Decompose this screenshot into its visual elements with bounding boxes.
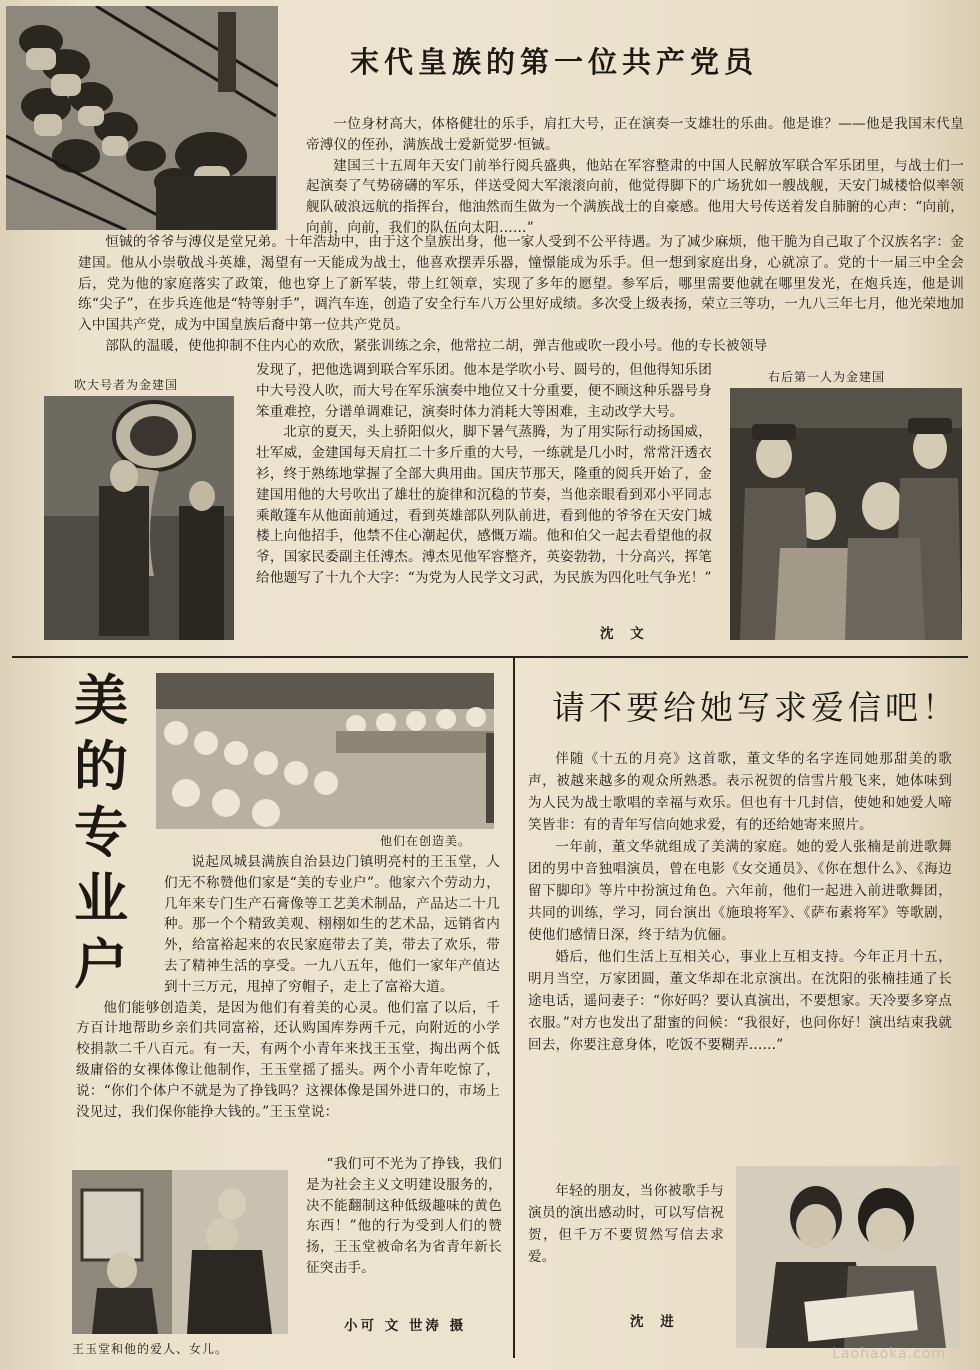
horizontal-rule	[12, 656, 968, 658]
wang-family-photo	[72, 1170, 288, 1334]
paragraph: 恒铖的爷爷与溥仪是堂兄弟。十年浩劫中，由于这个皇族出身，他一家人受到不公平待遇。为了减少麻烦，他干脆为自己取了个汉族名字：金建国。他从小崇敬战斗英雄，渴望有一天能成为战士，他喜欢摆弄乐器，憧憬能成为乐手。但一想到家庭出身，心就凉了。党的十一届三中全会后，党为他的家庭落实了政策，他也穿上了新军装，带上红领章，实现了多年的愿望。参军后，哪里需要他就在哪里发光，在炮兵连，他是训练“尖子”，在步兵连他是“特等射手”，调汽车连，创造了安全行车八万公里好成绩。多次受上级表扬，荣立三等功，一九八三年七月，他光荣地加入中国共产党，成为中国皇族后裔中第一位共产党员。	[78, 234, 964, 334]
article1-wide-text	[78, 232, 964, 357]
caption-family: 右后第一人为金建国	[768, 370, 886, 384]
article3-text	[528, 748, 952, 1056]
caption-tuba-player: 吹大号者为金建国	[74, 378, 179, 392]
article3-byline: 沈 进	[630, 1314, 680, 1330]
singers-photo	[736, 1166, 960, 1348]
article1-title: 末代皇族的第一位共产党员	[350, 45, 759, 79]
paragraph: “我们可不光为了挣钱，我们是为社会主义文明建设服务的，决不能翻制这种低级趣味的黄色东西！”他的行为受到人们的赞扬，王玉堂被命名为省青年新长征突击手。	[306, 1156, 502, 1276]
paragraph: 一位身材高大，体格健壮的乐手，肩扛大号，正在演奏一支雄壮的乐曲。他是谁？——他是我国末代皇帝溥仪的侄孙，满族战士爱新觉罗·恒铖。	[306, 116, 964, 153]
paragraph: 建国三十五周年天安门前举行阅兵盛典，他站在军容整肃的中国人民解放军联合军乐团里，与战士们一起演奏了气势磅礴的军乐，伴送受阅大军滚滚向前，他觉得脚下的广场犹如一艘战舰，天安门城楼恰似率领舰队破浪远航的指挥台，他油然而生做为一个满族战士的自豪感。他用大号传送着发自肺腑的心声：“向前，向前，向前，我们的队伍向太阳……”	[306, 157, 964, 236]
paragraph: 婚后，他们生活上互相关心，事业上互相支持。今年正月十五，明月当空，万家团圆，董文华却在北京演出。在沈阳的张楠挂通了长途电话，遥问妻子：“你好吗？要认真演出，不要想家。天冷要多穿点衣服。”对方也发出了甜蜜的问候：“我很好，也问你好！演出结束我就回去，你要注意身体，吃饭不要糊弄……”	[528, 949, 952, 1053]
paragraph: 年轻的朋友，当你被歌手与演员的演出感动时，可以写信祝贺，但千万不要贸然写信去求爱。	[528, 1183, 724, 1265]
paragraph: 发现了，把他选调到联合军乐团。他本是学吹小号、圆号的，但他得知乐团中大号没人吹，而大号在军乐演奏中地位又十分重要，便不顾这种乐器号身笨重难控，分谱单调难记，演奏时体力消耗大等困难，主动改学大号。	[256, 362, 712, 420]
paragraph: 说起凤城县满族自治县边门镇明亮村的王玉堂，人们无不称赞他们家是“美的专业户”。他家六个劳动力，几年来专门生产石膏像等工艺美术制品，产品达二十几种。那一个个精致美观、栩栩如生的艺术品，远销省内外，给富裕起来的农民家庭带去了美，带去了欢乐，带去了精神生活的享受。一九八五年，他们一家年产值达到十三万元，甩掉了穷帽子，走上了富裕大道。	[164, 854, 500, 995]
caption-wang-family: 王玉堂和他的爱人、女儿。	[72, 1342, 229, 1356]
paragraph: 他们能够创造美，是因为他们有着美的心灵。他们富了以后，千方百计地帮助乡亲们共同富裕，还认购国库券两千元，向附近的小学校捐款二千八百元。有一天，有两个小青年来找王玉堂，掏出两个低级庸俗的女裸体像让他制作，王玉堂摇了摇头。两个小青年吃惊了，说：“你们个体户不就是为了挣钱吗？这裸体像是国外进口的，市场上没见过，我们保你能挣大钱的。”王玉堂说：	[76, 999, 500, 1120]
plaster-statues-photo	[156, 673, 494, 829]
paragraph: 一年前，董文华就组成了美满的家庭。她的爱人张楠是前进歌舞团的男中音独唱演员，曾在电影《女交通员》、《你在想什么》、《海边留下脚印》等片中扮演过角色。六年前，他们一起进入前进歌舞团，共同的训练，学习，同台演出《施琅将军》、《萨布素将军》等歌剧，使他们感情日深，终于结为伉俪。	[528, 839, 952, 943]
caption-creating-beauty: 他们在创造美。	[380, 834, 472, 848]
article2-title: 美的专业户	[74, 669, 128, 996]
family-group-photo	[730, 388, 962, 640]
parade-soldiers-photo	[6, 6, 278, 230]
watermark: Laohaoka.com	[832, 1346, 946, 1362]
article3-column	[528, 1180, 724, 1268]
paragraph: 伴随《十五的月亮》这首歌，董文华的名字连同她那甜美的歌声，被越来越多的观众所熟悉。表示祝贺的信雪片般飞来，她体味到为人民为战士歌唱的幸福与欢乐。但也有十几封信，使她和她爱人啼笑皆非：有的青年写信向她求爱，有的还给她寄来照片。	[528, 751, 952, 833]
tuba-player-photo	[44, 396, 234, 640]
article3-title: 请不要给她写求爱信吧！	[552, 688, 959, 727]
article2-text	[76, 852, 500, 1122]
article1-column	[256, 360, 712, 589]
article2-column	[306, 1154, 502, 1279]
paragraph: 部队的温暖，使他抑制不住内心的欢欣，紧张训练之余，他常拉二胡，弹吉他或吹一段小号。他的专长被领导	[105, 337, 768, 354]
article1-byline: 沈 文	[600, 626, 650, 642]
paragraph: 北京的夏天，头上骄阳似火，脚下暑气蒸腾，为了用实际行动扬国威，壮军威，金建国每天肩扛二十多斤重的大号，一练就是几小时，常常汗透衣衫，终于熟练地掌握了全部大典用曲。国庆节那天，隆重的阅兵开始了，金建国用他的大号吹出了雄壮的旋律和沉稳的节奏，当他亲眼看到邓小平同志乘敞篷车从他面前通过，看到英雄部队列队前进，看到他的爷爷在天安门城楼上向他招手，他禁不住心潮起伏，感慨万端。他和伯父一起去看望他的叔爷，国家民委副主任溥杰。溥杰见他军容整齐，英姿勃勃，十分高兴，挥笔给他题写了十九个大字：“为党为人民学文习武，为民族为四化吐气争光！”	[256, 424, 712, 586]
article1-intro	[306, 114, 964, 239]
article2-byline: 小可 文 世涛 摄	[344, 1318, 467, 1334]
vertical-rule	[513, 658, 515, 1358]
